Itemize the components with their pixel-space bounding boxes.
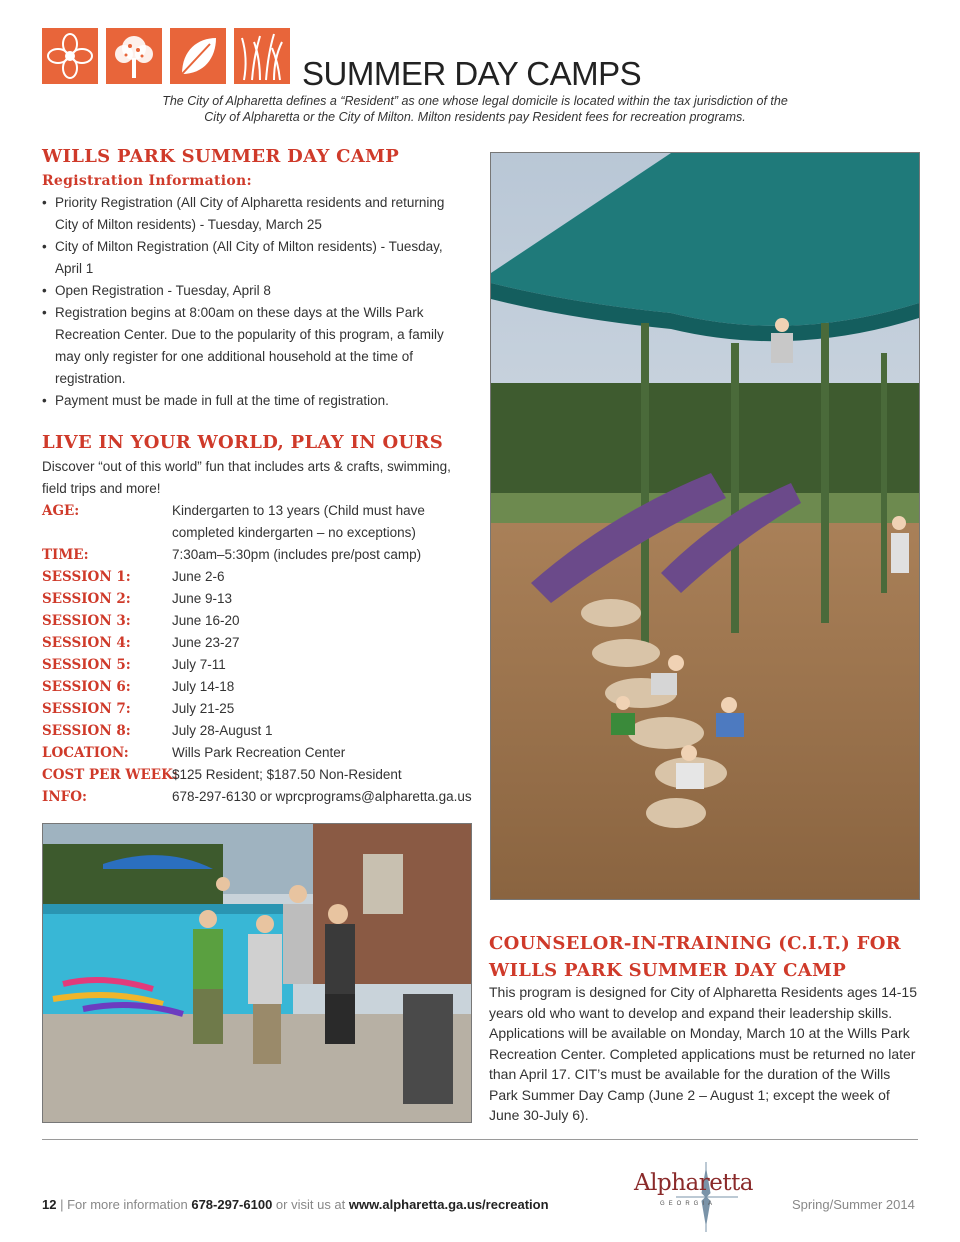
detail-row xyxy=(42,786,482,808)
wills-park-title: WILLS PARK SUMMER DAY CAMP xyxy=(42,146,400,167)
page-number: 12 xyxy=(42,1197,57,1212)
visit-text: or visit us at xyxy=(272,1197,349,1212)
detail-row xyxy=(42,742,482,764)
detail-value: July 28-August 1 xyxy=(172,723,273,738)
season-label: Spring/Summer 2014 xyxy=(792,1197,915,1212)
detail-value: 7:30am–5:30pm (includes pre/post camp) xyxy=(172,547,422,562)
registration-subhead: Registration Information: xyxy=(42,173,252,189)
logo-text: Alpharetta xyxy=(634,1170,754,1196)
list-item: • City of Milton Registration (All City of Milton residents) - Tuesday, April 1 xyxy=(42,236,462,280)
cit-description: This program is designed for City of Alpharetta Residents ages 14-15 years old who want to develop and expand their leadership skills. Applications will be available on Monday, March 10 at the Wills Park Recreation Center. Completed applications must be returned no later than April 17. CIT’s must be available for the duration of the Wills Park Summer Day Camp (June 2 – August 1; except the week of June 30-July 6). xyxy=(489,984,918,1123)
detail-value: Wills Park Recreation Center xyxy=(172,745,346,760)
detail-value: July 21-25 xyxy=(172,701,235,716)
leaf-icon xyxy=(170,28,226,84)
footer-info xyxy=(42,1196,549,1214)
detail-label: SESSION 4: xyxy=(42,635,131,651)
footer-divider xyxy=(42,1139,918,1140)
cit-title-line-2: WILLS PARK SUMMER DAY CAMP xyxy=(489,960,847,981)
live-world-title: LIVE IN YOUR WORLD, PLAY IN OURS xyxy=(42,432,444,453)
detail-label: SESSION 7: xyxy=(42,701,131,717)
tree-icon xyxy=(106,28,162,84)
camp-details xyxy=(42,500,482,808)
detail-label: SESSION 5: xyxy=(42,657,131,673)
detail-value: June 23-27 xyxy=(172,635,240,650)
resident-definition xyxy=(120,93,830,125)
registration-list xyxy=(42,192,462,412)
detail-label: LOCATION: xyxy=(42,745,129,761)
detail-label: AGE: xyxy=(42,503,80,519)
detail-value: July 7-11 xyxy=(172,657,226,672)
detail-label: SESSION 3: xyxy=(42,613,131,629)
detail-row xyxy=(42,764,482,786)
detail-value: 678-297-6130 or wprcprograms@alpharetta.ga.us xyxy=(172,789,472,804)
list-item: • Priority Registration (All City of Alpharetta residents and returning City of Milton residents) - Tuesday, March 25 xyxy=(42,192,462,236)
detail-row xyxy=(42,654,482,676)
detail-label: INFO: xyxy=(42,789,87,805)
list-item: • Payment must be made in full at the time of registration. xyxy=(42,390,462,412)
footer-phone: 678-297-6100 xyxy=(191,1197,273,1212)
grass-icon xyxy=(234,28,290,84)
alpharetta-logo xyxy=(626,1160,754,1234)
detail-value: July 14-18 xyxy=(172,679,235,694)
detail-label: TIME: xyxy=(42,547,89,563)
page-title: SUMMER DAY CAMPS xyxy=(302,55,642,92)
detail-row xyxy=(42,610,482,632)
list-item: • Registration begins at 8:00am on these days at the Wills Park Recreation Center. Due to the popularity of this program, a family may only register for one additional household at the time of registration. xyxy=(42,302,462,390)
detail-row xyxy=(42,566,482,588)
footer-separator: | xyxy=(56,1197,68,1212)
detail-value: Kindergarten to 13 years (Child must have completed kindergarten – no exceptions) xyxy=(172,503,425,540)
footer-url-link[interactable]: www.alpharetta.ga.us/recreation xyxy=(348,1197,549,1212)
detail-row xyxy=(42,588,482,610)
intro-line-1: The City of Alpharetta defines a “Resident” as one whose legal domicile is located within the tax jurisdiction of the xyxy=(162,94,788,108)
flower-icon xyxy=(42,28,98,84)
pool-photo xyxy=(42,823,472,1123)
cit-title-line-1: COUNSELOR-IN-TRAINING (C.I.T.) FOR xyxy=(489,933,901,954)
detail-value: June 9-13 xyxy=(172,591,233,606)
detail-row xyxy=(42,500,482,544)
detail-label: SESSION 8: xyxy=(42,723,131,739)
cit-title xyxy=(489,930,919,984)
live-world-description: Discover “out of this world” fun that includes arts & crafts, swimming, field trips and more! xyxy=(42,459,451,496)
detail-label: SESSION 6: xyxy=(42,679,131,695)
more-info-text: For more information xyxy=(67,1197,192,1212)
detail-label: SESSION 1: xyxy=(42,569,131,585)
detail-value: June 16-20 xyxy=(172,613,240,628)
logo-subtext: GEORGIA xyxy=(660,1201,717,1207)
intro-line-2: City of Alpharetta or the City of Milton. Milton residents pay Resident fees for recreation programs. xyxy=(204,110,746,124)
detail-row xyxy=(42,632,482,654)
detail-label: SESSION 2: xyxy=(42,591,131,607)
detail-row xyxy=(42,544,482,566)
detail-value: June 2-6 xyxy=(172,569,225,584)
list-item: • Open Registration - Tuesday, April 8 xyxy=(42,280,462,302)
detail-value: $125 Resident; $187.50 Non-Resident xyxy=(172,767,402,782)
detail-row xyxy=(42,698,482,720)
detail-row xyxy=(42,720,482,742)
detail-row xyxy=(42,676,482,698)
detail-label: COST PER WEEK: xyxy=(42,767,178,783)
playground-photo xyxy=(490,152,920,900)
